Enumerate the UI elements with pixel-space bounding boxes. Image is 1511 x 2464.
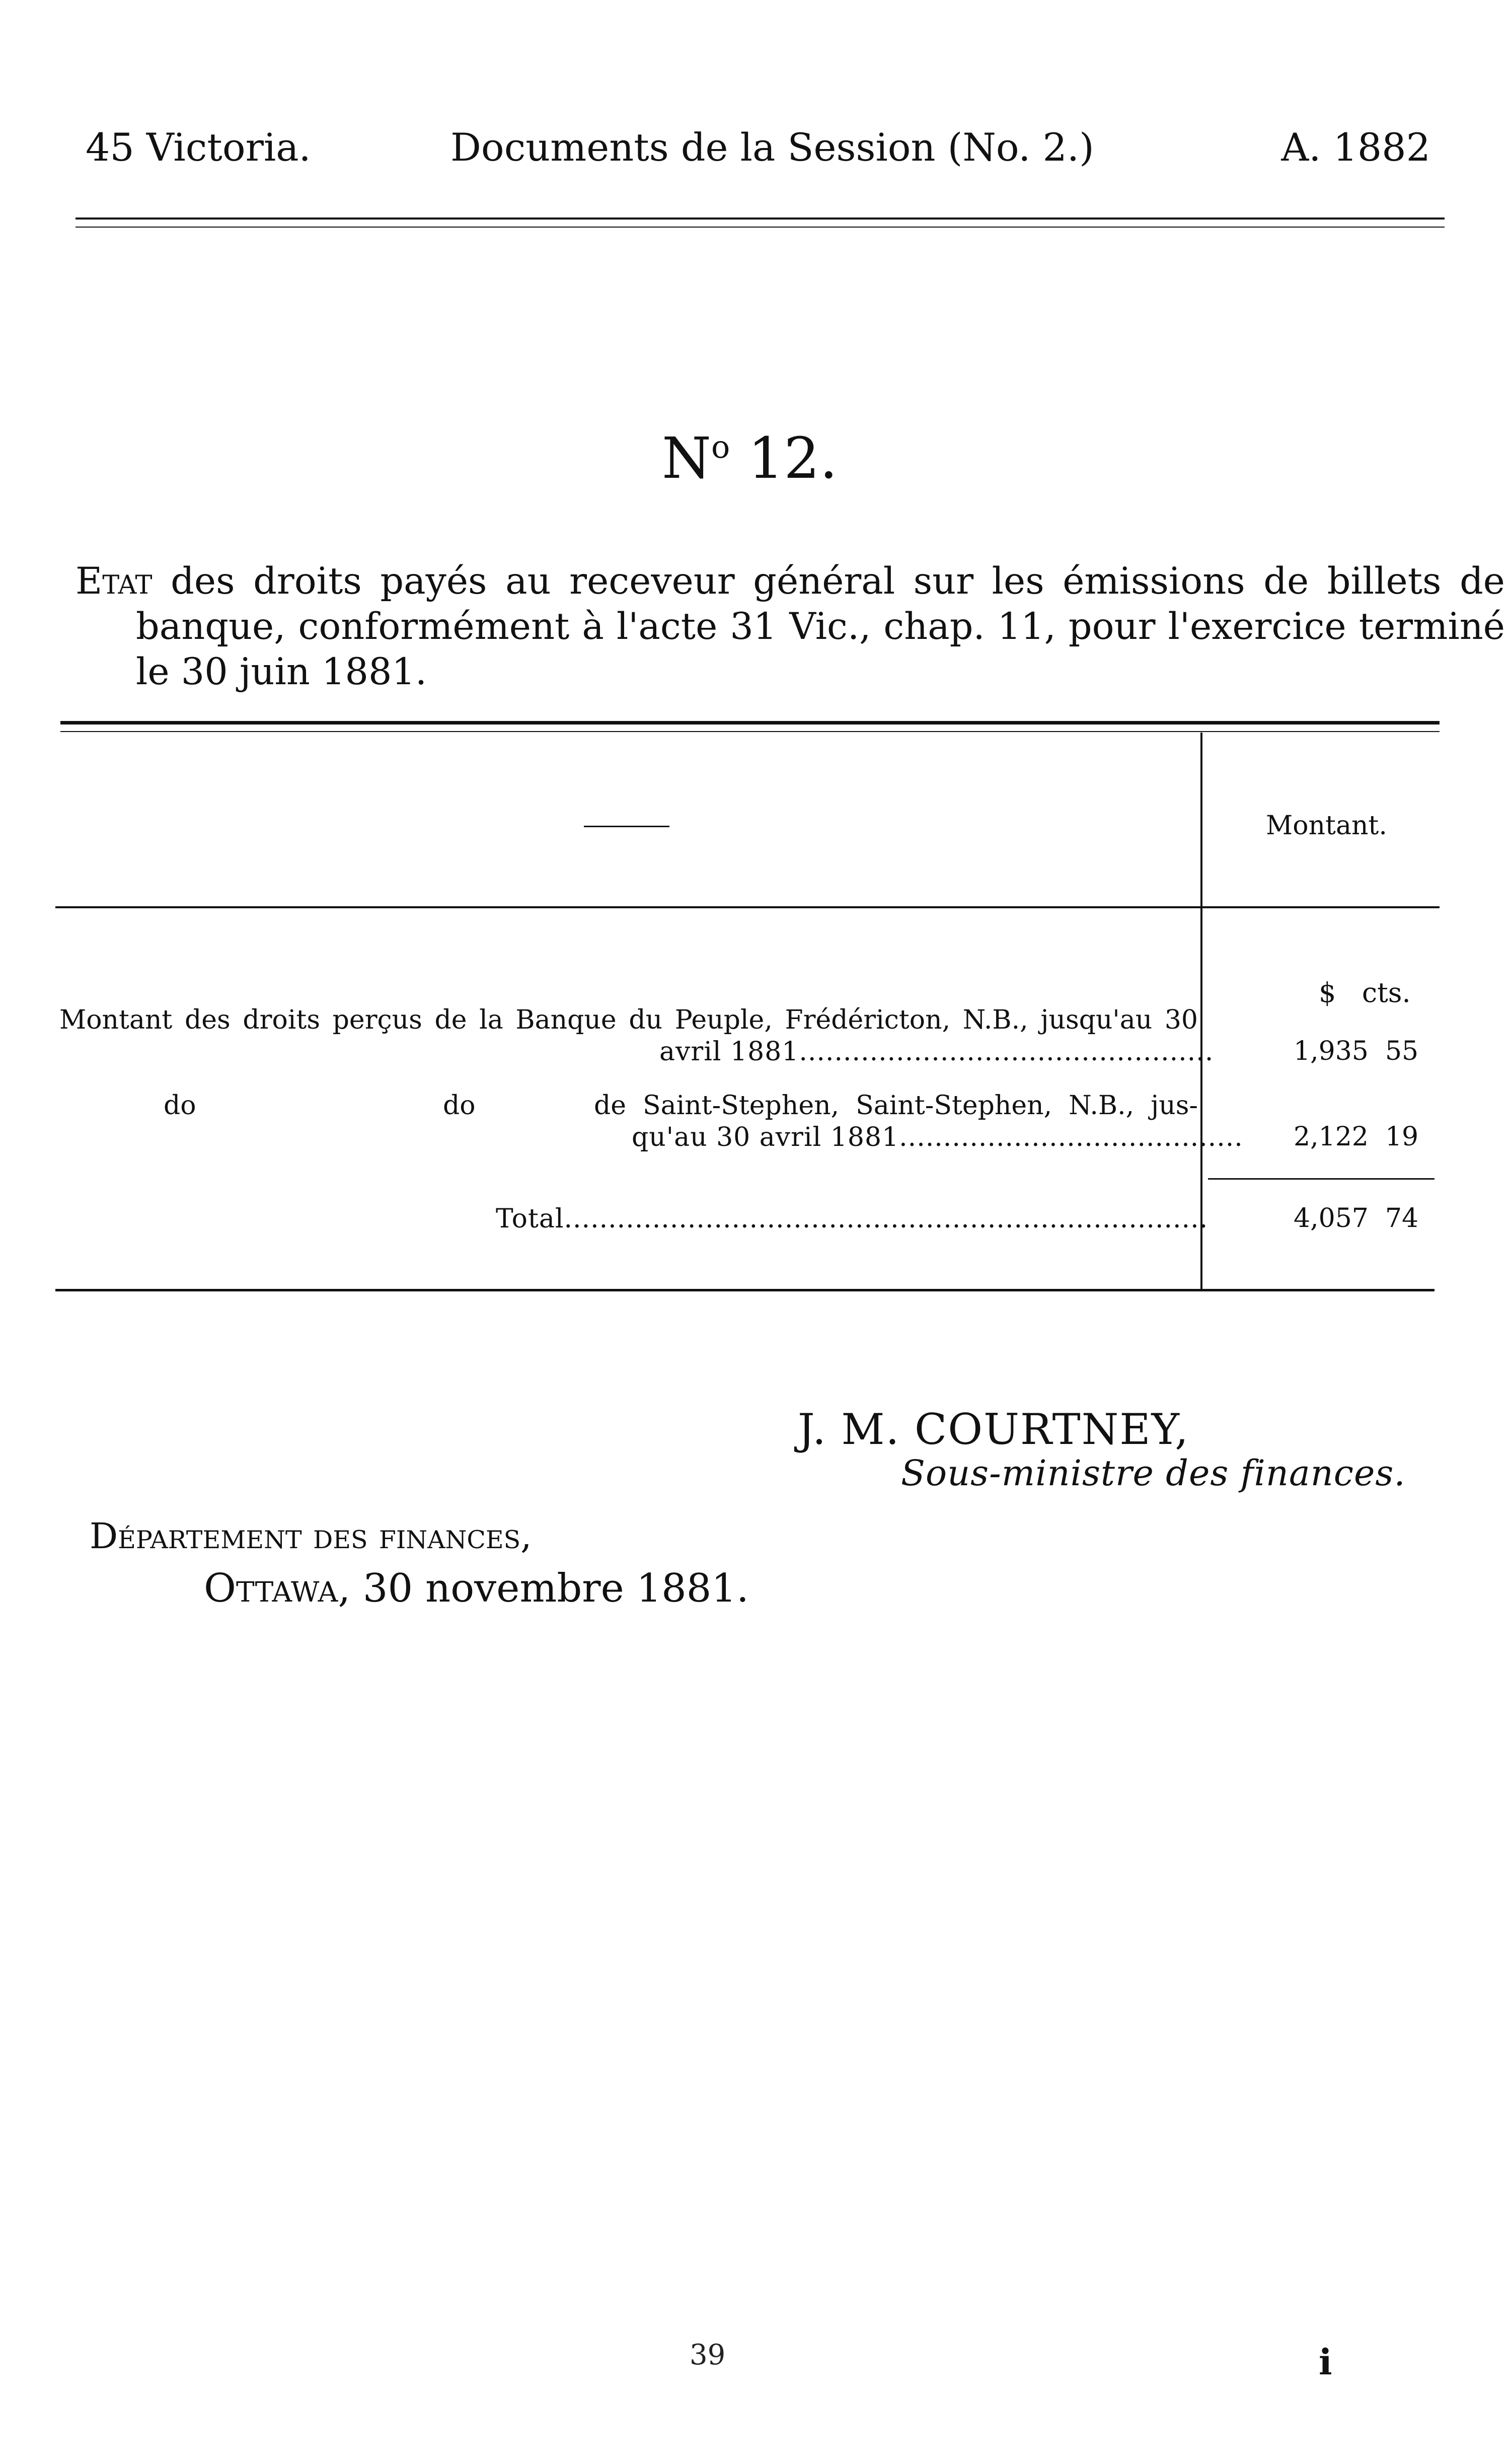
signatory-name: J. M. COURTNEY,	[798, 1405, 1189, 1454]
table-bottom-rule	[55, 1289, 1434, 1291]
title-text: des droits payés au receveur général sur les émissions de billets de banque, conformément à l'acte 31 Vic., chap. 11, pour l'exercice terminé le 30 juin 1881.	[136, 560, 1505, 693]
table-total-amount: 4,057 74	[1294, 1203, 1419, 1234]
department-place-date: Ottawa, 30 novembre 1881.	[204, 1566, 749, 1611]
table-row-2-ditto-2: do	[443, 1091, 476, 1121]
document-number: $N^o$ 12.	[662, 426, 838, 491]
table-top-rule-thin	[60, 731, 1440, 732]
table-row-2-ditto-1: do	[164, 1091, 196, 1121]
signatory-title: Sous-ministre des finances.	[901, 1453, 1406, 1494]
header-rule-thick	[75, 218, 1445, 220]
table-header-montant: Montant.	[1266, 811, 1387, 841]
department-name: Département des finances,	[90, 1515, 532, 1557]
running-header-title: Documents de la Session (No. 2.)	[450, 125, 1094, 170]
table-row-2-line-2: qu'au 30 avril 1881.......................................	[632, 1122, 1243, 1152]
document-title	[75, 559, 1505, 695]
table-row-1-line-2: avril 1881...............................................	[659, 1037, 1214, 1067]
table-row-2-line-1: de Saint-Stephen, Saint-Stephen, N.B., jus-	[594, 1091, 1198, 1121]
table-row-2-amount: 2,122 19	[1294, 1122, 1419, 1152]
table-sum-rule	[1208, 1178, 1434, 1180]
table-row-1-line-1: Montant des droits perçus de la Banque du Peuple, Frédéricton, N.B., jusqu'au 30	[59, 1005, 1198, 1035]
header-rule-thin	[75, 227, 1445, 228]
table-header-rule	[55, 906, 1440, 908]
table-header-left-dash	[584, 826, 669, 827]
page-folio: 39	[690, 2339, 726, 2371]
table-top-rule-thick	[60, 721, 1440, 724]
table-total-label: Total.........................................................................	[496, 1204, 1208, 1234]
running-header-year: A. 1882	[1281, 125, 1430, 170]
printer-signature-mark: i	[1319, 2341, 1332, 2383]
table-row-1-amount: 1,935 55	[1294, 1036, 1419, 1066]
currency-units: $ cts.	[1319, 977, 1411, 1008]
title-lead-word: Etat	[75, 560, 153, 603]
running-header-left: 45 Victoria.	[86, 125, 311, 170]
